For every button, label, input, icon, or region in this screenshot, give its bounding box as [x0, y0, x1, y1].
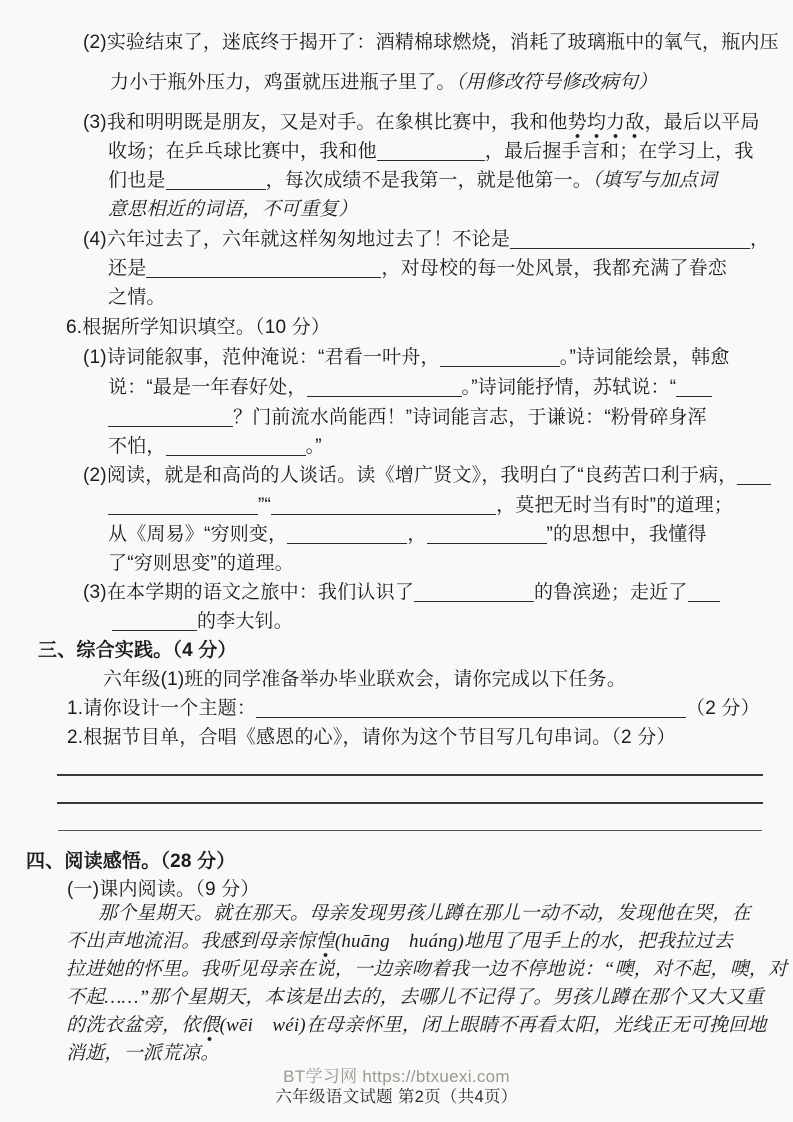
passage-line1	[98, 902, 751, 926]
q5-3-line4	[108, 198, 358, 222]
q6-2-line4	[108, 552, 294, 576]
text-segment: 的鲁滨逊；走近了	[534, 582, 688, 603]
answer-blank	[108, 494, 258, 515]
text-segment: (一)课内阅读。（9 分）	[67, 879, 260, 900]
text-segment: 6.根据所学知识填空。（10 分）	[66, 317, 331, 338]
text-segment: 拉进她的怀里。我听见母亲在说，一边亲吻着我一边不停地说：“噢，对不起，噢，对	[66, 959, 788, 980]
text-segment: 那个星期天。就在那天。母亲发现男孩儿蹲在那儿一动不动，发现他在哭，在	[98, 903, 751, 924]
q6-1-line1	[83, 346, 730, 370]
answer-blank	[166, 169, 266, 190]
text-segment: 说：“最是一年春好处，	[108, 377, 307, 398]
section3-q1	[67, 697, 760, 721]
answer-blank	[688, 581, 720, 602]
answer-blank	[307, 376, 462, 397]
text-segment: (4)六年过去了，六年就这样匆匆地过去了！不论是	[83, 229, 511, 250]
text-segment: 1.请你设计一个主题：	[67, 698, 257, 719]
answer-blank	[166, 435, 306, 456]
answer-blank	[427, 523, 547, 544]
q5-3-line3	[108, 169, 717, 193]
text-segment: （填写与加点词	[592, 170, 717, 191]
passage-line5	[66, 1014, 767, 1038]
q6-3-line1	[83, 581, 720, 605]
text-segment: ，最后以平局	[644, 112, 760, 133]
text-segment: ，对母校的每一处风景，我都充满了眷恋	[381, 258, 728, 279]
text-segment: ，最后握手言和；在学习上，我	[484, 141, 754, 162]
answer-blank	[414, 581, 534, 602]
q5-4-line3	[108, 286, 166, 310]
text-segment: 2.根据节目单，合唱《感恩的心》，请你为这个节目写几句串词。（2 分）	[67, 727, 676, 748]
answer-blank	[737, 464, 771, 485]
q6-2-line1	[83, 464, 771, 488]
text-segment: 三、综合实践。（4 分）	[38, 640, 237, 661]
text-segment: (huāng huáng)地甩了甩手上的水，把我拉过去	[334, 931, 733, 952]
text-segment: 意思相近的词语，不可重复）	[108, 199, 358, 220]
q5-3-line2	[108, 140, 754, 164]
answer-blank	[287, 523, 407, 544]
text-segment: 收场；在乒乓球比赛中，我和他	[108, 141, 377, 162]
q5-2-line2	[110, 71, 657, 95]
answer-rule-3	[58, 830, 762, 831]
text-segment: 。”诗词能抒情，苏轼说：“	[461, 377, 677, 398]
answer-rule-1	[57, 774, 763, 776]
q6-1-line3	[108, 406, 707, 430]
text-segment: (3)在本学期的语文之旅中：我们认识了	[83, 582, 415, 603]
q6-2-line3	[108, 523, 707, 547]
q6-header	[66, 316, 330, 340]
text-segment: 六年级(1)班的同学准备举办毕业联欢会，请你完成以下任务。	[103, 669, 627, 690]
section3-q2	[67, 726, 676, 750]
section3-intro	[103, 668, 626, 692]
q5-4-line2	[108, 257, 727, 281]
text-segment: (wēi wéi)在母亲怀里，闭上眼睛不再看太阳，光线正无可挽回地	[219, 1015, 767, 1036]
answer-blank	[510, 228, 750, 249]
text-segment: (1)诗词能叙事，范仲淹说：“君看一叶舟，	[83, 347, 440, 368]
text-segment: 从《周易》“穷则变，	[108, 524, 288, 545]
text-segment: 不怕，	[108, 436, 166, 457]
text-segment: 之情。	[108, 287, 166, 308]
text-segment: (2)实验结束了，迷底终于揭开了：酒精棉球燃烧，消耗了玻璃瓶中的氧气，瓶内压	[83, 32, 779, 53]
text-segment: 的李大钊。	[197, 611, 294, 632]
text-segment: 。”诗词能绘景，韩愈	[559, 347, 730, 368]
text-segment: (2)阅读，就是和高尚的人谈话。读《增广贤文》，我明白了“良药苦口利于病，	[83, 465, 738, 486]
text-segment: ，	[407, 524, 427, 545]
q6-1-line2	[108, 376, 712, 400]
q6-1-line4	[108, 435, 322, 459]
emphasized-text: 偎	[200, 1015, 219, 1042]
text-segment: ，每次成绩不是我第一，就是他第一。	[265, 170, 593, 191]
text-segment: 了“穷则思变”的道理。	[108, 553, 294, 574]
text-segment: ，	[750, 229, 770, 250]
text-segment: 的洗衣盆旁，依	[66, 1015, 201, 1036]
text-segment: ，莫把无时当有时”的道理；	[496, 495, 733, 516]
text-segment: 还是	[108, 258, 147, 279]
section4-header	[26, 850, 236, 874]
q5-2-line1	[83, 31, 779, 55]
q6-3-line2	[112, 610, 293, 634]
answer-blank	[377, 140, 485, 161]
text-segment: 。”	[305, 436, 322, 457]
text-segment: 们也是	[108, 170, 166, 191]
text-segment: （用修改符号修改病句）	[455, 72, 658, 93]
text-segment: 力小于瓶外压力，鸡蛋就压进瓶子里了。	[110, 72, 456, 93]
text-segment: （2 分）	[686, 698, 760, 719]
text-segment: 四、阅读感悟。（28 分）	[26, 851, 236, 872]
q5-3-line1	[83, 111, 760, 135]
q5-4-line1	[83, 228, 769, 252]
answer-blank	[440, 346, 560, 367]
answer-blank	[146, 257, 381, 278]
text-segment: 不出声地流泪。我感到母亲惊	[66, 931, 316, 952]
passage-line4	[66, 986, 764, 1010]
text-segment: ”“	[258, 495, 272, 516]
section3-header	[38, 639, 237, 663]
text-segment: 不起……”那个星期天，本该是出去的，去哪儿不记得了。男孩儿蹲在那个又大又重	[66, 987, 764, 1008]
answer-rule-2	[57, 802, 763, 804]
page-number: 六年级语文试题 第2页（共4页）	[275, 1088, 518, 1106]
text-segment: (3)我和明明既是朋友，又是对手。在象棋比赛中，我和他	[83, 112, 568, 133]
answer-blank	[108, 406, 233, 427]
passage-line2	[66, 930, 733, 954]
answer-blank	[256, 697, 686, 718]
passage-line3	[66, 958, 787, 982]
text-segment: 消逝，一派荒凉。	[66, 1043, 220, 1064]
q6-2-line2	[108, 494, 733, 518]
watermark: BT学习网 https://btxuexi.com	[283, 1067, 510, 1086]
section4-sub	[67, 878, 260, 902]
answer-blank	[112, 610, 197, 631]
text-segment: ”的思想中，我懂得	[546, 524, 707, 545]
emphasized-text: 势均力敌	[568, 112, 645, 139]
text-segment: ？门前流水尚能西！”诗词能言志，于谦说：“粉骨碎身浑	[233, 407, 707, 428]
emphasized-text: 惶	[316, 931, 335, 958]
answer-blank	[271, 494, 496, 515]
answer-blank	[676, 376, 712, 397]
